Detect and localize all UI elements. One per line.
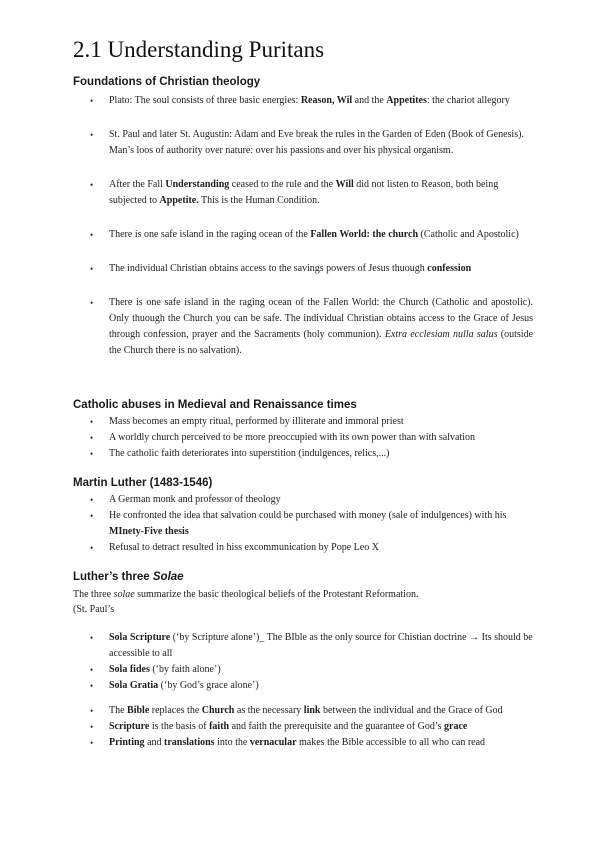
section-heading-three-solae: Luther’s three Solae (73, 571, 184, 583)
page-title: 2.1 Understanding Puritans (73, 37, 325, 62)
solae-intro: The three solae summarize the basic theological beliefs of the Protestant Reformation. (73, 589, 419, 600)
list-item: • There is one safe island in the raging ocean of the Fallen World: the church (Catholic and Apostolic) (73, 227, 533, 243)
list-item: • After the Fall Understanding ceased to the rule and the Will did not listen to Reason, both being subjected to Appetite. This is the Human Condition. (73, 177, 533, 209)
list-item: • Mass becomes an empty ritual, performed by illiterate and immoral priest (73, 414, 533, 430)
list-item: • Sola Gratia (‘by God’s grace alone’) (73, 678, 533, 694)
list-item: • A worldly church perceived to be more preoccupied with its own power than with salvation (73, 430, 533, 446)
list-item: • Printing and translations into the vernacular makes the Bible accessible to all who can read (73, 735, 533, 751)
list-item: • Sola Scripture (‘by Scripture alone’)_ The BIble as the only source for Chistian doctrine → Its should be accessible to all (73, 630, 533, 662)
protestant-principles-list (73, 703, 533, 751)
list-item: • The Bible replaces the Church as the necessary link between the individual and the Grace of God (73, 703, 533, 719)
list-item: • Scripture is the basis of faith and faith the prerequisite and the guarantee of God’s grace (73, 719, 533, 735)
section-heading-catholic-abuses: Catholic abuses in Medieval and Renaissance times (73, 399, 357, 411)
list-item: • Refusal to detract resulted in hiss excommunication by Pope Leo X (73, 540, 533, 556)
list-item: • He confronted the idea that salvation could be purchased with money (sale of indulgences) with his MInety-Five thesis (73, 508, 533, 540)
list-item: • The catholic faith deteriorates into superstition (indulgences, relics,...) (73, 446, 533, 462)
list-item: • Plato: The soul consists of three basic energies: Reason, Wil and the Appetites: the chariot allegory (73, 93, 533, 109)
list-item: • There is one safe island in the raging ocean of the Fallen World: the Church (Catholic and apostolic). Only thuough the Church you can be safe. The individual Christian obtains access to the Grace of Jesus through confession, prayer and the Sacraments (holy communion). Extra ecclesiam nulla salus (outside the Church there is no salvation). (73, 295, 533, 359)
section-heading-martin-luther: Martin Luther (1483-1546) (73, 477, 213, 489)
list-item: • Sola fides (‘by faith alone’) (73, 662, 533, 678)
solae-intro-line2: (St. Paul’s (73, 604, 115, 615)
solae-list (73, 630, 533, 694)
list-item: • The individual Christian obtains access to the savings powers of Jesus thuough confession (73, 261, 533, 277)
section-heading-foundations: Foundations of Christian theology (73, 76, 261, 88)
list-item: • A German monk and professor of theology (73, 492, 533, 508)
list-item: • St. Paul and later St. Augustin: Adam and Eve break the rules in the Garden of Eden (Book of Genesis). Man’s loos of authority over nature: over his passions and over his physical organism. (73, 127, 533, 159)
luther-list (73, 492, 533, 556)
abuses-list (73, 414, 533, 462)
foundations-list (73, 93, 533, 359)
